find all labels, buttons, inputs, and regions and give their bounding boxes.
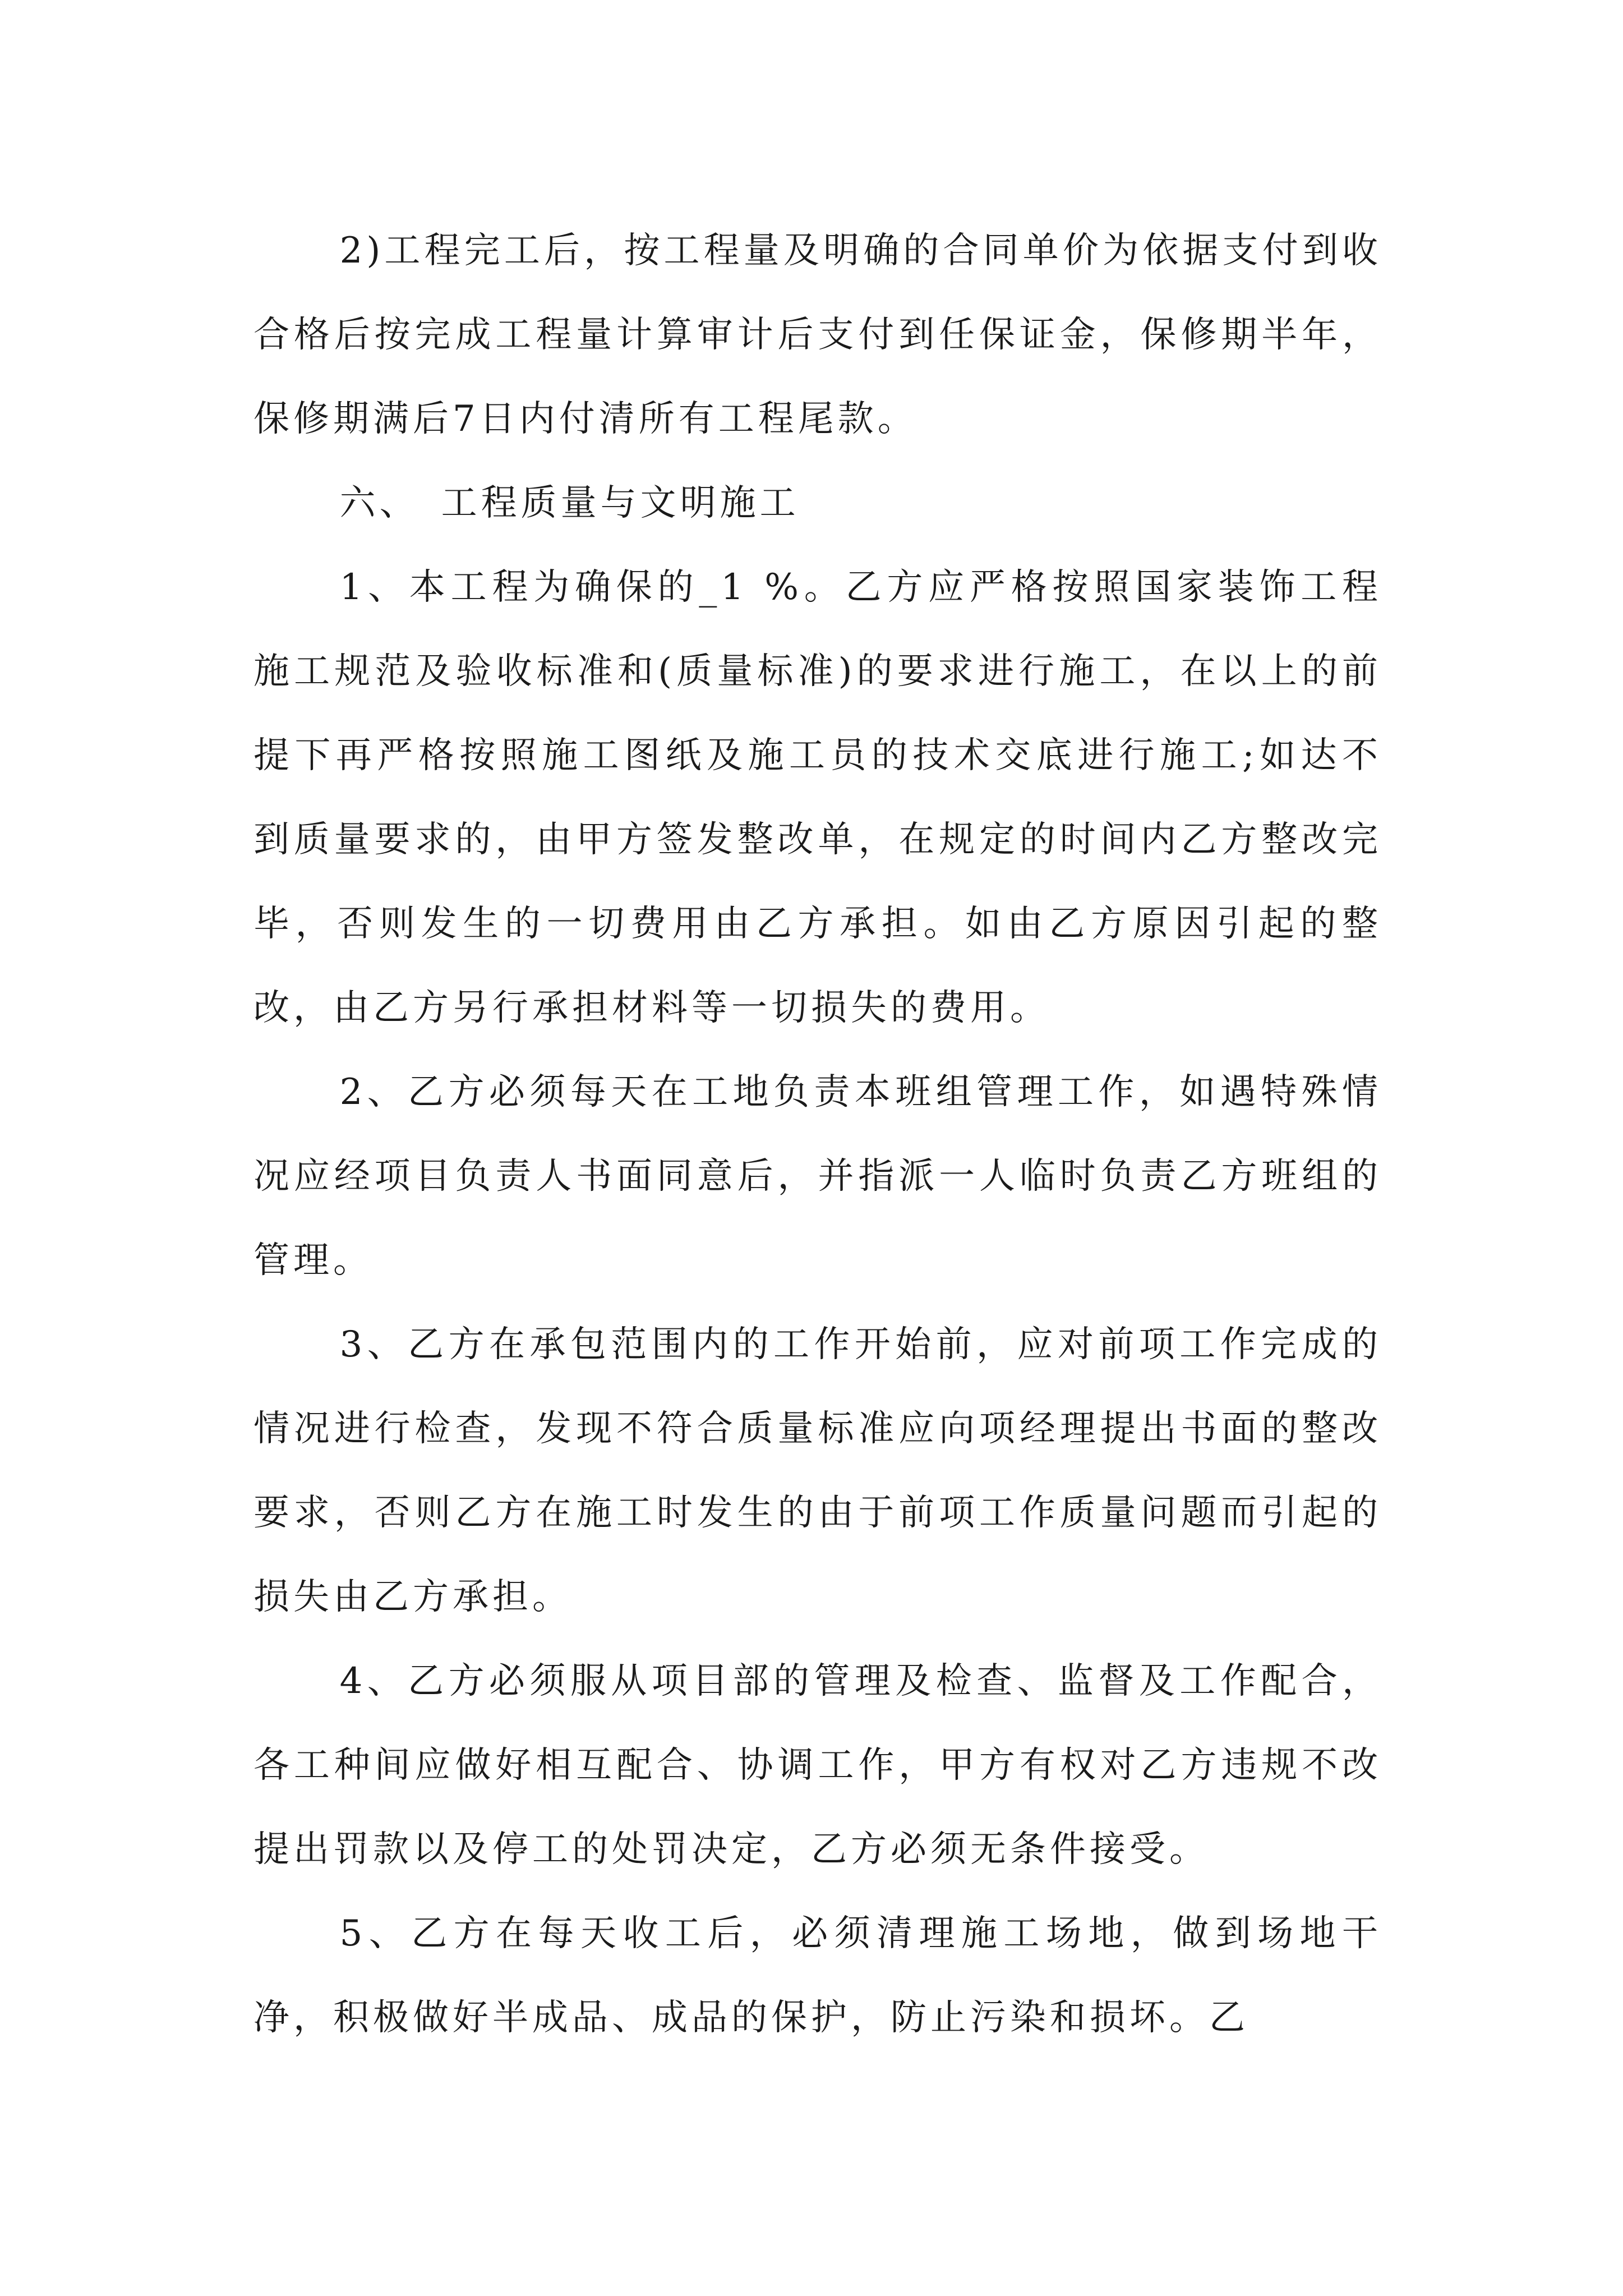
section-heading-quality: 六、 工程质量与文明施工 <box>339 482 800 524</box>
paragraph-clause-4: 4、乙方必须服从项目部的管理及检查、监督及工作配合，各工种间应做好相互配合、协调工作，甲方有权对乙方违规不改提出罚款以及停工的处罚决定，乙方必须无条件接受。 <box>253 1660 1382 1870</box>
paragraph-clause-1: 1、本工程为确保的_1 %。乙方应严格按照国家装饰工程施工规范及验收标准和(质量标准)的要求进行施工，在以上的前提下再严格按照施工图纸及施工员的技术交底进行施工;如达不到质量要求的，由甲方签发整改单，在规定的时间内乙方整改完毕，否则发生的一切费用由乙方承担。如由乙方原因引起的整改，由乙方另行承担材料等一切损失的费用。 <box>253 567 1382 1029</box>
paragraph-payment-terms: 2)工程完工后，按工程量及明确的合同单价为依据支付到收合格后按完成工程量计算审计后支付到任保证金，保修期半年，保修期满后7日内付清所有工程尾款。 <box>253 230 1382 440</box>
paragraph-clause-5: 5、乙方在每天收工后，必须清理施工场地，做到场地干净，积极做好半成品、成品的保护，防止污染和损坏。乙 <box>253 1913 1382 2039</box>
paragraph-clause-3: 3、乙方在承包范围内的工作开始前，应对前项工作完成的情况进行检查，发现不符合质量标准应向项经理提出书面的整改要求，否则乙方在施工时发生的由于前项工作质量问题而引起的损失由乙方承担。 <box>253 1324 1382 1618</box>
document-body <box>253 209 1382 2060</box>
paragraph-clause-2: 2、乙方必须每天在工地负责本班组管理工作，如遇特殊情况应经项目负责人书面同意后，并指派一人临时负责乙方班组的管理。 <box>253 1071 1382 1281</box>
